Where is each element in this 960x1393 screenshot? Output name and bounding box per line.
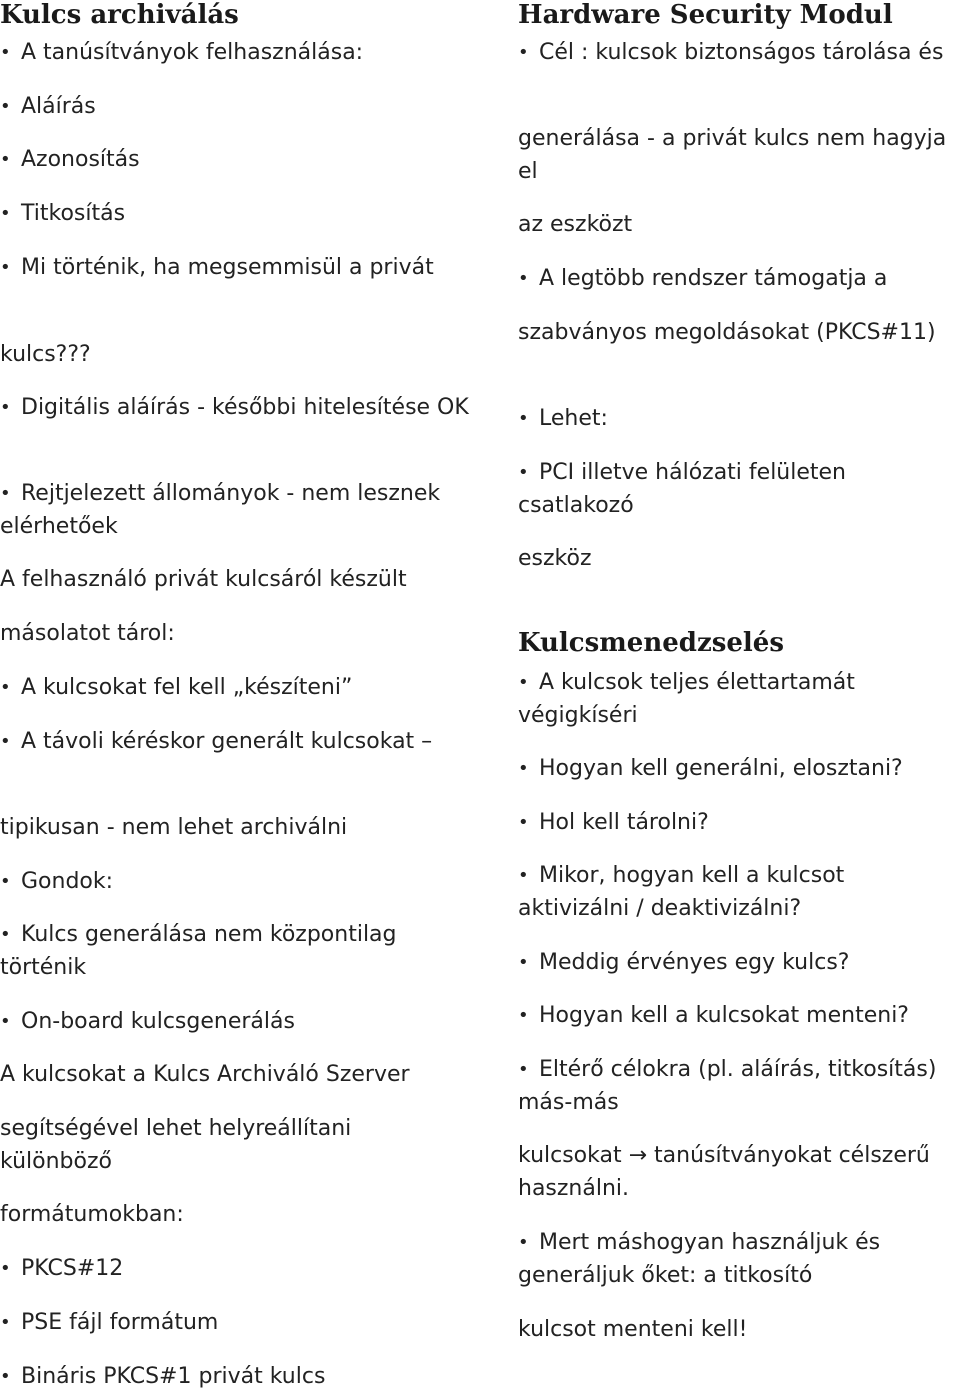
bullet-item: • PCI illetve hálózati felületen csatlakozó bbox=[518, 456, 960, 522]
bullet-item: • Aláírás bbox=[0, 90, 470, 123]
bullet-item: • Hogyan kell a kulcsokat menteni? bbox=[518, 999, 960, 1032]
text-line: másolatot tárol: bbox=[0, 621, 175, 646]
text-line: A felhasználó privát kulcsáról készült bbox=[0, 567, 407, 592]
text-line: kulcsokat → tanúsítványokat célszerű használni. bbox=[518, 1143, 930, 1201]
bullet-item: • PSE fájl formátum bbox=[0, 1306, 470, 1339]
bullet-item: • Rejtjelezett állományok - nem lesznek elérhetőek bbox=[0, 477, 470, 543]
bullet-item: • Cél : kulcsok biztonságos tárolása és bbox=[518, 36, 960, 69]
text-line: segítségével lehet helyreállítani különböző bbox=[0, 1116, 352, 1174]
text-line: generálása - a privát kulcs nem hagyja el bbox=[518, 126, 947, 184]
heading-hsm: Hardware Security Modul bbox=[518, 0, 893, 30]
text-line: formátumokban: bbox=[0, 1202, 184, 1227]
text-line: az eszközt bbox=[518, 212, 633, 237]
right-column bbox=[518, 0, 960, 1342]
bullet-item: • A tanúsítványok felhasználása: bbox=[0, 36, 470, 69]
bullet-item: • Kulcs generálása nem központilag történik bbox=[0, 918, 470, 984]
text-line: A kulcsokat a Kulcs Archiváló Szerver bbox=[0, 1062, 410, 1087]
bullet-item: • PKCS#12 bbox=[0, 1252, 470, 1285]
bullet-item: • Lehet: bbox=[518, 402, 960, 435]
bullet-item: • A kulcsokat fel kell „készíteni” bbox=[0, 671, 470, 704]
heading-key-management: Kulcsmenedzselés bbox=[518, 628, 784, 658]
bullet-item: • On-board kulcsgenerálás bbox=[0, 1005, 470, 1038]
text-line: szabványos megoldásokat (PKCS#11) bbox=[518, 320, 936, 345]
bullet-item: • Hol kell tárolni? bbox=[518, 806, 960, 839]
text-line: tipikusan - nem lehet archiválni bbox=[0, 815, 348, 840]
text-line: eszköz bbox=[518, 546, 592, 571]
heading-key-archiving: Kulcs archiválás bbox=[0, 0, 239, 30]
bullet-item: • A távoli kéréskor generált kulcsokat – bbox=[0, 725, 470, 758]
bullet-item: • Bináris PKCS#1 privát kulcs bbox=[0, 1360, 470, 1393]
bullet-item: • A kulcsok teljes élettartamát végigkíséri bbox=[518, 666, 960, 732]
bullet-item: • Mi történik, ha megsemmisül a privát bbox=[0, 251, 470, 284]
bullet-item: • Azonosítás bbox=[0, 143, 470, 176]
bullet-item: • Mikor, hogyan kell a kulcsot aktivizálni / deaktivizálni? bbox=[518, 859, 960, 925]
bullet-item: • Meddig érvényes egy kulcs? bbox=[518, 946, 960, 979]
bullet-item: • Mert máshogyan használjuk és generáljuk őket: a titkosító bbox=[518, 1226, 960, 1292]
bullet-item: • Digitális aláírás - későbbi hitelesítése OK bbox=[0, 391, 470, 424]
bullet-item: • Gondok: bbox=[0, 865, 470, 898]
left-column bbox=[0, 0, 470, 1389]
bullet-item: • A legtöbb rendszer támogatja a bbox=[518, 262, 960, 295]
bullet-item: • Hogyan kell generálni, elosztani? bbox=[518, 752, 960, 785]
bullet-item: • Titkosítás bbox=[0, 197, 470, 230]
text-line: kulcs??? bbox=[0, 342, 91, 367]
bullet-item: • Eltérő célokra (pl. aláírás, titkosítás) más-más bbox=[518, 1053, 960, 1119]
text-line: kulcsot menteni kell! bbox=[518, 1317, 748, 1342]
